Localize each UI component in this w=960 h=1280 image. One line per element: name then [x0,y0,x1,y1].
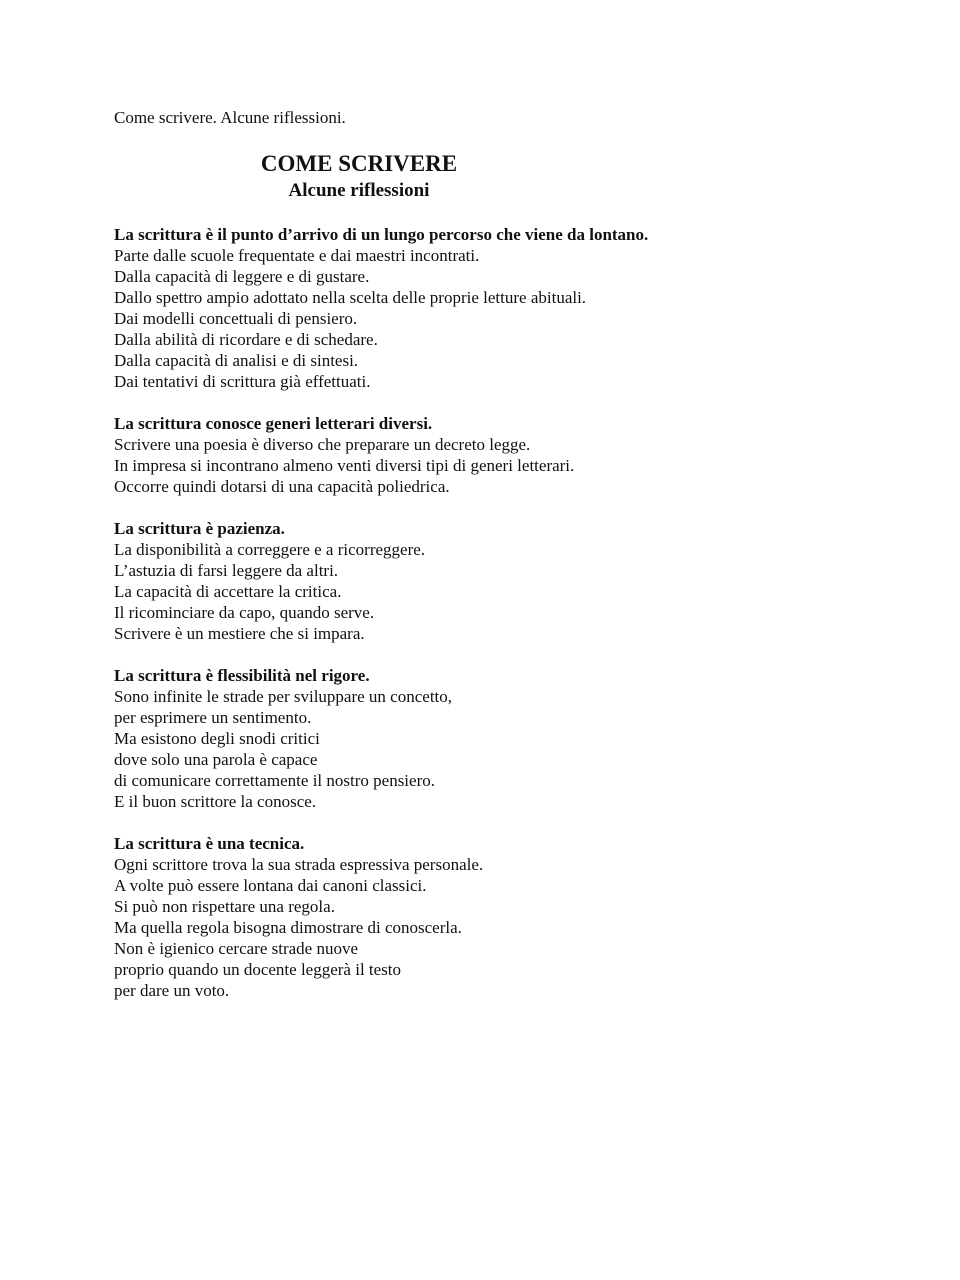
body-line: Si può non rispettare una regola. [114,897,335,916]
body-line: dove solo una parola è capace [114,750,318,769]
body-line: Il ricominciare da capo, quando serve. [114,603,375,622]
body-line: Ogni scrittore trova la sua strada espressiva personale. [114,855,484,874]
document-subtitle: Alcune riflessioni [288,180,430,201]
body-line: La disponibilità a correggere e a ricorreggere. [114,540,426,559]
section-flessibilita [114,665,834,812]
section-heading: La scrittura è flessibilità nel rigore. [114,666,370,685]
body-line: E il buon scrittore la conosce. [114,792,317,811]
body-line: di comunicare correttamente il nostro pensiero. [114,771,435,790]
section-generi [114,413,834,497]
section-percorso [114,224,834,392]
body-line: Dallo spettro ampio adottato nella scelta delle proprie letture abituali. [114,288,587,307]
body-line: Non è igienico cercare strade nuove [114,939,359,958]
section-heading: La scrittura è pazienza. [114,519,285,538]
body-line: Dai tentativi di scrittura già effettuati. [114,372,371,391]
body-line: Ma quella regola bisogna dimostrare di conoscerla. [114,918,462,937]
body-line: Scrivere una poesia è diverso che preparare un decreto legge. [114,435,531,454]
running-header: Come scrivere. Alcune riflessioni. [114,108,346,127]
section-heading: La scrittura è una tecnica. [114,834,305,853]
section-heading: La scrittura conosce generi letterari diversi. [114,414,433,433]
title-block [200,150,518,204]
body-line: Dalla capacità di analisi e di sintesi. [114,351,359,370]
body-line: Dai modelli concettuali di pensiero. [114,309,358,328]
body-line: Occorre quindi dotarsi di una capacità poliedrica. [114,477,450,496]
body-line: L’astuzia di farsi leggere da altri. [114,561,339,580]
body-line: proprio quando un docente leggerà il testo [114,960,402,979]
body-line: Ma esistono degli snodi critici [114,729,320,748]
document-title: COME SCRIVERE [260,151,458,176]
section-tecnica [114,833,834,1001]
body-line: La capacità di accettare la critica. [114,582,342,601]
body-line: In impresa si incontrano almeno venti diversi tipi di generi letterari. [114,456,575,475]
body-line: Sono infinite le strade per sviluppare un concetto, [114,687,453,706]
section-pazienza [114,518,834,644]
body-line: per dare un voto. [114,981,230,1000]
body-line: Parte dalle scuole frequentate e dai maestri incontrati. [114,246,480,265]
body-line: Dalla abilità di ricordare e di schedare. [114,330,378,349]
body-line: per esprimere un sentimento. [114,708,312,727]
section-heading: La scrittura è il punto d’arrivo di un lungo percorso che viene da lontano. [114,225,649,244]
body-line: A volte può essere lontana dai canoni classici. [114,876,427,895]
body-line: Scrivere è un mestiere che si impara. [114,624,365,643]
body-line: Dalla capacità di leggere e di gustare. [114,267,370,286]
document-body [114,224,834,1022]
